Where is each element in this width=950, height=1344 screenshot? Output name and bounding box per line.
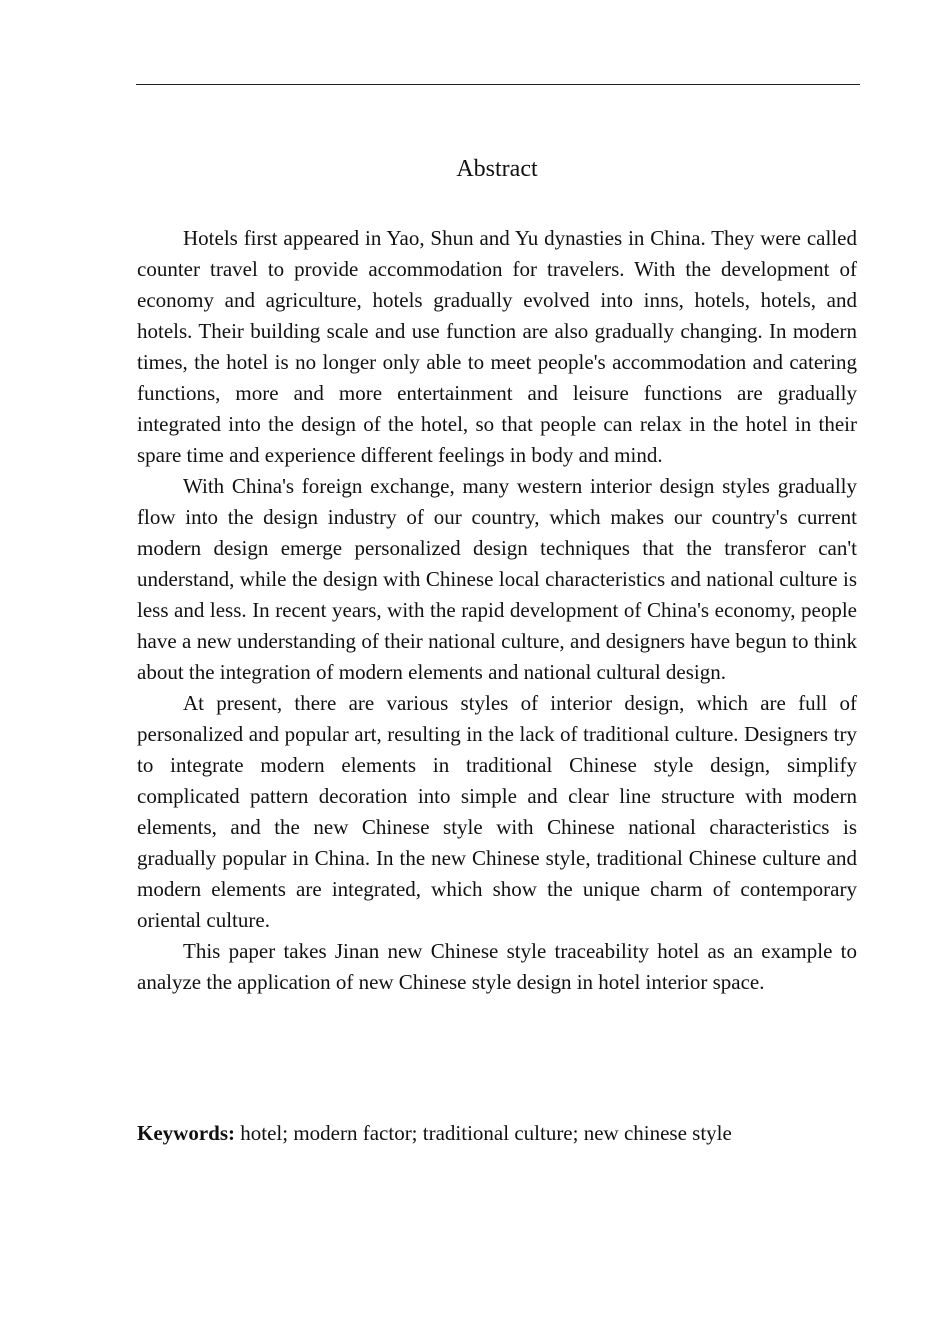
abstract-paragraph-1: Hotels first appeared in Yao, Shun and Yu dynasties in China. They were called counter travel to provide accommodation for travelers. With the development of economy and agriculture, hotels gradually evolved into inns, hotels, hotels, and hotels. Their building scale and use function are also gradually changing. In modern times, the hotel is no longer only able to meet people's accommodation and catering functions, more and more entertainment and leisure functions are gradually integrated into the design of the hotel, so that people can relax in the hotel in their spare time and experience different feelings in body and mind. [137,226,857,467]
keywords-line [137,1118,857,1149]
abstract-paragraph-4: This paper takes Jinan new Chinese style traceability hotel as an example to analyze the application of new Chinese style design in hotel interior space. [137,939,857,994]
abstract-body [137,223,857,998]
abstract-title: Abstract [456,156,538,182]
header-rule [136,84,860,85]
keywords-label: Keywords: [137,1121,235,1145]
abstract-paragraph-2: With China's foreign exchange, many western interior design styles gradually flow into the design industry of our country, which makes our country's current modern design emerge personalized design techniques that the transferor can't understand, while the design with Chinese local characteristics and national culture is less and less. In recent years, with the rapid development of China's economy, people have a new understanding of their national culture, and designers have begun to think about the integration of modern elements and national cultural design. [137,474,857,684]
keywords-text: hotel; modern factor; traditional culture; new chinese style [240,1121,732,1145]
abstract-paragraph-3: At present, there are various styles of interior design, which are full of personalized and popular art, resulting in the lack of traditional culture. Designers try to integrate modern elements in traditional Chinese style design, simplify complicated pattern decoration into simple and clear line structure with modern elements, and the new Chinese style with Chinese national characteristics is gradually popular in China. In the new Chinese style, traditional Chinese culture and modern elements are integrated, which show the unique charm of contemporary oriental culture. [137,691,857,932]
